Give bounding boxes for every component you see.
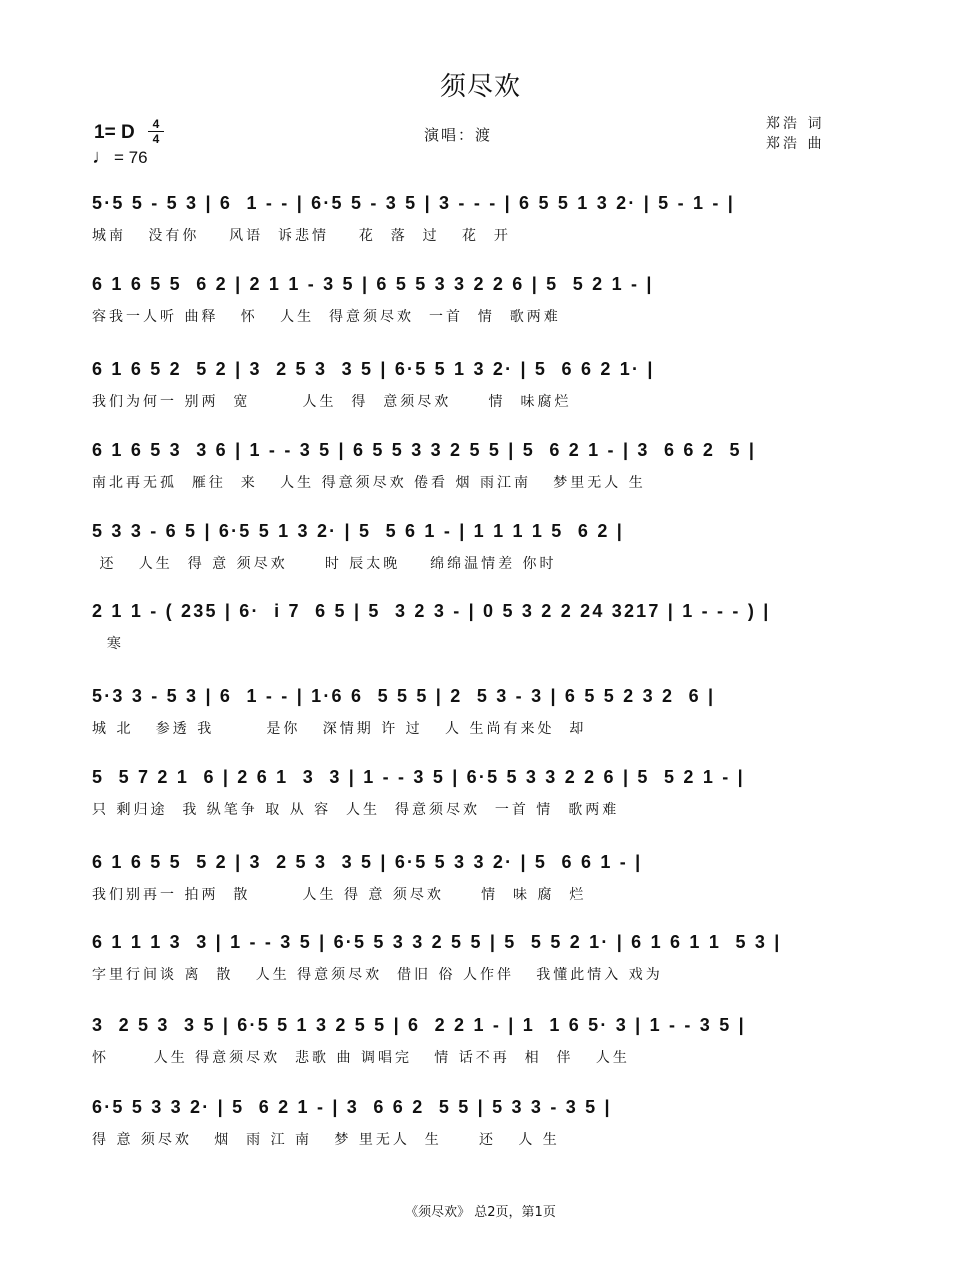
- notation-line: 2 1 1 - ( 235 | 6· i 7 6 5 | 5 3 2 3 - | 0 5 3 2 2 24 3217 | 1 - - - ) |: [92, 601, 771, 621]
- lyrics-line: 寒: [92, 636, 124, 652]
- composer-credit: 郑浩 曲: [766, 136, 825, 152]
- quarter-note-icon: ♩: [92, 146, 112, 168]
- lyrics-line: 字里行间谈 离 散 人生 得意须尽欢 借旧 俗 人作伴 我懂此情入 戏为: [92, 967, 663, 983]
- score-system: [92, 265, 832, 333]
- lyricist-credit: 郑浩 词: [766, 116, 825, 132]
- lyrics-line: 容我一人听 曲释 怀 人生 得意须尽欢 一首 情 歌两难: [92, 309, 561, 325]
- notation-line: 6 1 6 5 5 5 2 | 3 2 5 3 3 5 | 6·5 5 3 3 2· | 5 6 6 1 - |: [92, 852, 643, 872]
- score-system: [92, 1006, 832, 1074]
- song-title: 须尽欢: [439, 72, 521, 102]
- notation-line: 3 2 5 3 3 5 | 6·5 5 1 3 2 5 5 | 6 2 2 1 - | 1 1 6 5· 3 | 1 - - 3 5 |: [92, 1015, 746, 1035]
- time-signature-bottom: 4: [152, 132, 160, 146]
- tempo-value: = 76: [114, 148, 148, 167]
- page-footer: 《须尽欢》 总2页，第1页: [405, 1205, 556, 1220]
- notation-line: 6 1 6 5 5 6 2 | 2 1 1 - 3 5 | 6 5 5 3 3 2 2 6 | 5 5 2 1 - |: [92, 274, 654, 294]
- notation-line: 5 5 7 2 1 6 | 2 6 1 3 3 | 1 - - 3 5 | 6·5 5 3 3 2 2 6 | 5 5 2 1 - |: [92, 767, 745, 787]
- time-signature: [148, 118, 164, 145]
- score-system: [92, 350, 832, 418]
- author-credits: [766, 114, 824, 154]
- lyrics-line: 我们别再一 拍两 散 人生 得 意 须尽欢 情 味 腐 烂: [92, 887, 587, 903]
- lyrics-line: 得 意 须尽欢 烟 雨 江 南 梦 里无人 生 还 人 生: [92, 1132, 560, 1148]
- notation-line: 5 3 3 - 6 5 | 6·5 5 1 3 2· | 5 5 6 1 - | 1 1 1 1 5 6 2 |: [92, 521, 624, 541]
- score-system: [92, 431, 832, 499]
- notation-line: 6 1 1 1 3 3 | 1 - - 3 5 | 6·5 5 3 3 2 5 5 | 5 5 5 2 1· | 6 1 6 1 1 5 3 |: [92, 932, 782, 952]
- notation-line: 5·5 5 - 5 3 | 6 1 - - | 6·5 5 - 3 5 | 3 - - - | 6 5 5 1 3 2· | 5 - 1 - |: [92, 193, 736, 213]
- tempo-marking: [92, 146, 148, 169]
- key-signature: 1= D: [94, 122, 135, 143]
- score-system: [92, 592, 832, 660]
- notation-line: 5·3 3 - 5 3 | 6 1 - - | 1·6 6 5 5 5 | 2 5 3 - 3 | 6 5 5 2 3 2 6 |: [92, 686, 716, 706]
- lyrics-line: 城 北 参透 我 是你 深情期 许 过 人 生尚有来处 却: [92, 721, 587, 737]
- notation-line: 6·5 5 3 3 2· | 5 6 2 1 - | 3 6 6 2 5 5 | 5 3 3 - 3 5 |: [92, 1097, 612, 1117]
- notation-line: 6 1 6 5 2 5 2 | 3 2 5 3 3 5 | 6·5 5 1 3 2· | 5 6 6 2 1· |: [92, 359, 655, 379]
- score-system: [92, 512, 832, 580]
- lyrics-line: 我们为何一 别两 宽 人生 得 意须尽欢 情 味腐烂: [92, 394, 572, 410]
- lyrics-line: 只 剩归途 我 纵笔争 取 从 容 人生 得意须尽欢 一首 情 歌两难: [92, 802, 620, 818]
- notation-line: 6 1 6 5 3 3 6 | 1 - - 3 5 | 6 5 5 3 3 2 5 5 | 5 6 2 1 - | 3 6 6 2 5 |: [92, 440, 757, 460]
- score-system: [92, 923, 832, 991]
- lyrics-line: 南北再无孤 雁往 来 人生 得意须尽欢 倦看 烟 雨江南 梦里无人 生: [92, 475, 646, 491]
- score-system: [92, 758, 832, 826]
- lyrics-line: 城南 没有你 风语 诉悲情 花 落 过 花 开: [92, 228, 511, 244]
- lyrics-line: 怀 人生 得意须尽欢 悲歌 曲 调唱完 情 话不再 相 伴 人生: [92, 1050, 630, 1066]
- score-system: [92, 184, 832, 252]
- singer-credit: 演唱：渡: [424, 126, 493, 144]
- score-system: [92, 1088, 832, 1156]
- score-system: [92, 843, 832, 911]
- score-system: [92, 677, 832, 745]
- lyrics-line: 还 人生 得 意 须尽欢 时 辰太晚 绵绵温情差 你时: [92, 556, 557, 572]
- time-signature-top: 4: [152, 117, 160, 131]
